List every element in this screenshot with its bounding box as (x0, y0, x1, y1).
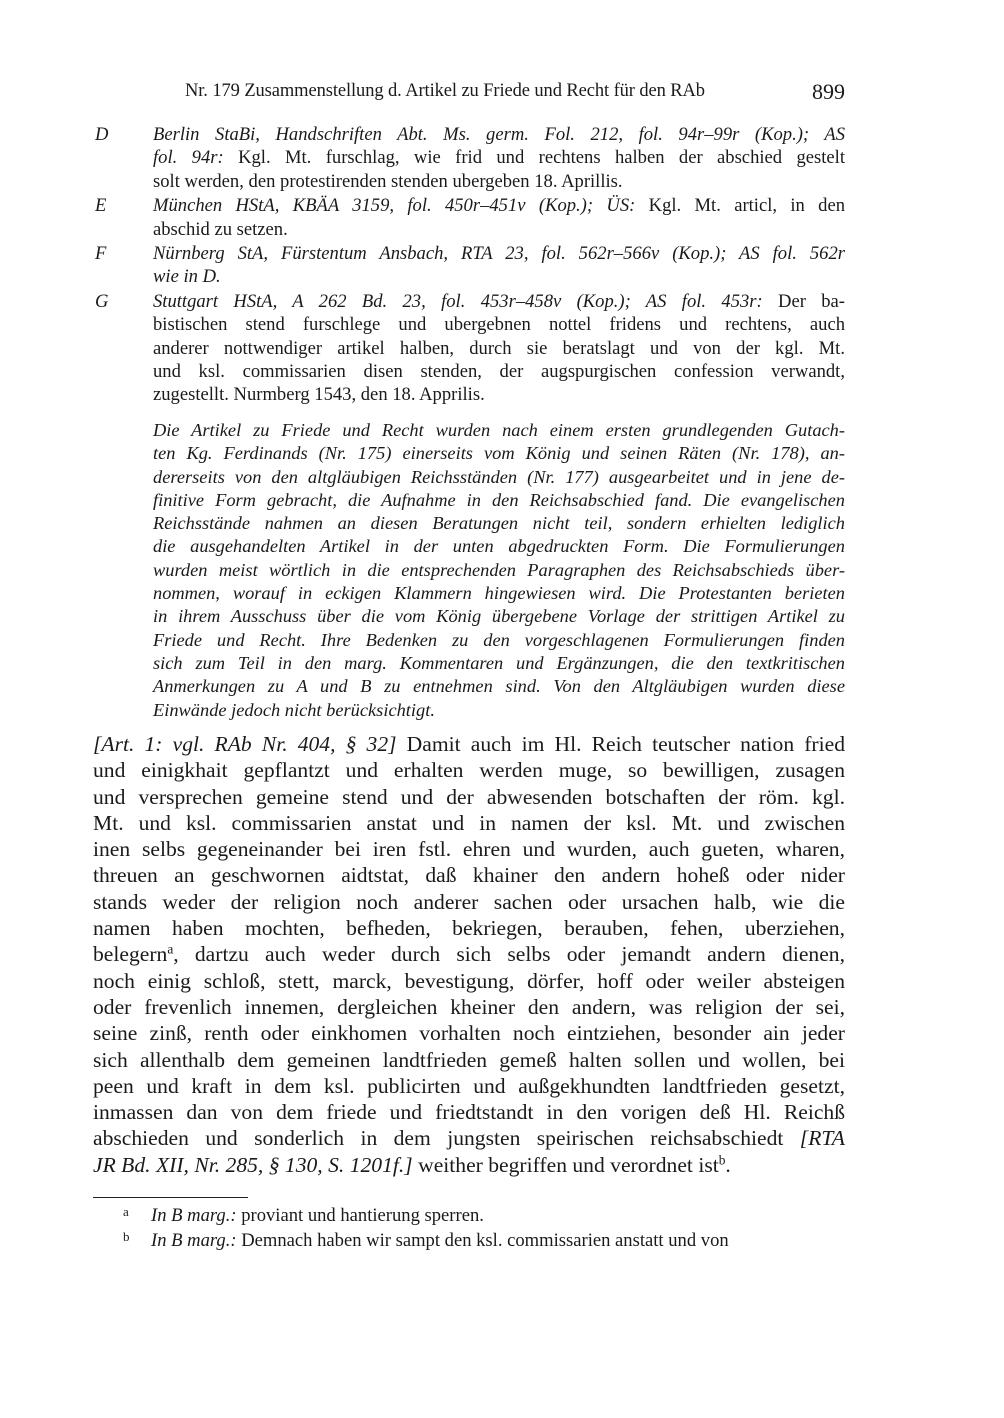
main-text-line (93, 731, 845, 757)
intro-line: nommen, worauf in eckigen Klammern hingewiesen wird. Die Protestanten berieten (153, 583, 845, 604)
intro-line: Einwände jedoch nicht berücksichtigt. (153, 699, 435, 720)
text-segment: threuen an geschwornen aidtstat, daß khainer den andern hoheß oder nider (93, 863, 845, 888)
main-text-line (93, 941, 845, 967)
source-siglum: F (95, 243, 107, 265)
source-line (153, 218, 845, 241)
main-text-line (93, 1099, 845, 1125)
running-title: Nr. 179 Zusammenstellung d. Artikel zu Friede und Recht für den RAb (185, 81, 705, 101)
editorial-introduction (153, 419, 845, 722)
main-text-line (93, 810, 845, 836)
source-line (153, 383, 845, 406)
main-text-line (93, 784, 845, 810)
text-segment: und ksl. commissarien disen stenden, der augspurgischen confession verwandt, (153, 361, 845, 383)
italic-segment: JR Bd. XII, Nr. 285, § 130, S. 1201f.] (93, 1152, 413, 1177)
footnote-mark: b (123, 1229, 130, 1244)
text-segment: Mt. und ksl. commissarien anstat und in namen der ksl. Mt. und zwischen (93, 810, 845, 835)
source-line (153, 313, 845, 336)
source-entry (93, 123, 845, 193)
text-segment: stands weder der religion noch anderer sachen oder ursachen halb, wie die (93, 889, 845, 914)
source-line (153, 337, 845, 360)
footnote-text: Demnach haben wir sampt den ksl. commissarien anstatt und von (236, 1230, 729, 1251)
main-text-line (93, 836, 845, 862)
source-description (153, 242, 845, 289)
footnote-mark: a (123, 1204, 129, 1219)
main-text-line (93, 968, 845, 994)
intro-line: die ausgehandelten Artikel in der unten abgedruckten Form. Die Formulierungen (153, 536, 845, 557)
text-segment: bistischen stend furschlege und ubergebnen nottel fridens und rechtens, auch (153, 314, 845, 336)
source-line (153, 265, 845, 288)
footnote-label: In B marg.: (151, 1230, 237, 1251)
text-segment: , dartzu auch weder durch sich selbs oder jemandt andern dienen, (173, 942, 845, 967)
source-list (93, 123, 845, 408)
intro-line: Anmerkungen zu A und B zu entnehmen sind. Von den Altgläubigen wurden diese (153, 676, 845, 697)
main-text-line (93, 862, 845, 888)
main-text-line (93, 994, 845, 1020)
text-segment: weither begriffen und verordnet ist (412, 1152, 719, 1177)
main-text-line (93, 1152, 845, 1178)
source-entry (93, 194, 845, 241)
text-segment: inmassen dan von dem friede und friedtstandt in den vorigen deß Hl. Reichß (93, 1100, 845, 1125)
main-text-line (93, 915, 845, 941)
intro-line: sich zum Teil in den marg. Kommentaren und Ergänzungen, die den textkritischen (153, 652, 845, 673)
text-segment: Kgl. Mt. furschlag, wie frid und rechtens halben der abschied gestelt (223, 147, 845, 169)
main-text-line (93, 1020, 845, 1046)
italic-segment: München HStA, KBÄA 3159, fol. 450r–451v (Kop.); ÜS: (153, 195, 636, 217)
text-segment: und versprechen gemeine stend und der abwesenden botschaften der röm. kgl. (93, 784, 845, 809)
italic-segment: Stuttgart HStA, A 262 Bd. 23, fol. 453r–458v (Kop.); AS fol. 453r: (153, 290, 763, 312)
text-segment: abschieden und sonderlich in dem jungsten speirischen reichsabschiedt (93, 1126, 800, 1151)
text-segment: peen und kraft in dem ksl. publicirten und außgekhundten landtfrieden gesetzt, (93, 1073, 845, 1098)
italic-segment: [Art. 1: vgl. RAb Nr. 404, § 32] (93, 732, 397, 756)
italic-segment: fol. 94r: (153, 147, 224, 169)
text-segment: solt werden, den protestirenden stenden ubergeben 18. Aprillis. (153, 170, 623, 192)
text-segment: zugestellt. Nurmberg 1543, den 18. Apprilis. (153, 384, 485, 406)
intro-line: ten Kg. Ferdinands (Nr. 175) einerseits vom König und seinen Räten (Nr. 178), an- (153, 443, 845, 464)
text-segment: sich allenthalb dem gemeinen landtfrieden gemeß halten sollen und wollen, bei (93, 1047, 845, 1072)
source-siglum: D (95, 124, 109, 145)
source-description (153, 123, 845, 193)
text-segment: Damit auch im Hl. Reich teutscher nation fried (396, 732, 845, 756)
footnote-body (151, 1228, 845, 1253)
main-text-line (93, 1047, 845, 1073)
intro-line: wurden meist wörtlich in die entsprechenden Paragraphen des Reichsabschieds über- (153, 559, 845, 580)
main-text (93, 731, 845, 1178)
source-line (153, 360, 845, 383)
intro-line: Friede und Recht. Ihre Bedenken zu den vorgeschlagenen Formulierungen finden (153, 629, 845, 650)
main-text-line (93, 1073, 845, 1099)
source-siglum: E (95, 195, 107, 217)
footnote-body (151, 1203, 845, 1228)
text-segment: seine zinß, renth oder einkhomen vorhalten noch eintziehen, besonder ain jeder (93, 1021, 845, 1046)
intro-line: Die Artikel zu Friede und Recht wurden nach einem ersten grundlegenden Gutach- (153, 420, 845, 440)
text-segment: . (725, 1152, 731, 1177)
source-entry (93, 290, 845, 407)
text-segment: und einigkhait gepflantzt und erhalten werden muge, so bewilligen, zusagen (93, 758, 845, 783)
text-segment: belegern (93, 942, 168, 967)
text-segment: oder frevenlich innemen, dergleichen kheiner den andern, was religion der sei, (93, 994, 845, 1019)
main-text-line (93, 1125, 845, 1151)
footnote-text: proviant und hantierung sperren. (236, 1205, 484, 1226)
text-segment: abschid zu setzen. (153, 218, 288, 240)
footnote (93, 1228, 845, 1253)
footnote (93, 1203, 845, 1228)
italic-segment: Nürnberg StA, Fürstentum Ansbach, RTA 23, fol. 562r–566v (Kop.); AS fol. 562r (153, 243, 845, 265)
source-line (153, 290, 845, 313)
intro-line: in ihrem Ausschuss über die vom König übergebene Vorlage der strittigen Artikel zu (153, 606, 845, 627)
page-number: 899 (812, 79, 845, 104)
main-text-line (93, 757, 845, 783)
italic-segment: [RTA (799, 1126, 845, 1151)
intro-line: finitive Form gebracht, die Aufnahme in den Reichsabschied fand. Die evangelischen (153, 489, 845, 510)
main-text-line (93, 889, 845, 915)
text-segment: Kgl. Mt. articl, in den (635, 195, 845, 217)
source-entry (93, 242, 845, 289)
intro-line: Reichsstände nahmen an diesen Beratungen nicht teil, sondern erhielten lediglich (153, 513, 845, 534)
footnote-reference: a (167, 942, 174, 958)
source-line (153, 170, 845, 193)
footnotes (93, 1203, 845, 1253)
footnote-reference: b (718, 1152, 726, 1168)
source-line (153, 194, 845, 217)
source-line (153, 242, 845, 265)
source-line (153, 146, 845, 169)
source-siglum: G (95, 290, 109, 312)
italic-segment: wie in D. (153, 266, 221, 288)
text-segment: namen haben mochten, befheden, bekriegen, berauben, fehen, uberziehen, (93, 916, 845, 941)
source-line (153, 123, 845, 146)
text-segment: noch einig schloß, stett, marck, bevestigung, dörfer, hoff oder weiler absteigen (93, 968, 845, 993)
italic-segment: Berlin StaBi, Handschriften Abt. Ms. germ. Fol. 212, fol. 94r–99r (Kop.); AS (153, 124, 845, 145)
footnote-rule (93, 1197, 248, 1198)
source-description (153, 290, 845, 407)
text-segment: inen selbs gegeneinander bei iren fstl. ehren und wurden, auch gueten, wharen, (93, 837, 845, 862)
running-head (93, 79, 845, 107)
source-description (153, 194, 845, 241)
intro-line: dererseits von den altgläubigen Reichsständen (Nr. 177) ausgearbeitet und in jene de- (153, 466, 845, 487)
footnote-label: In B marg.: (151, 1205, 237, 1226)
text-segment: Der ba- (762, 290, 845, 312)
text-segment: anderer nottwendiger artikel halben, durch sie beratslagt und von der kgl. Mt. (153, 337, 845, 359)
